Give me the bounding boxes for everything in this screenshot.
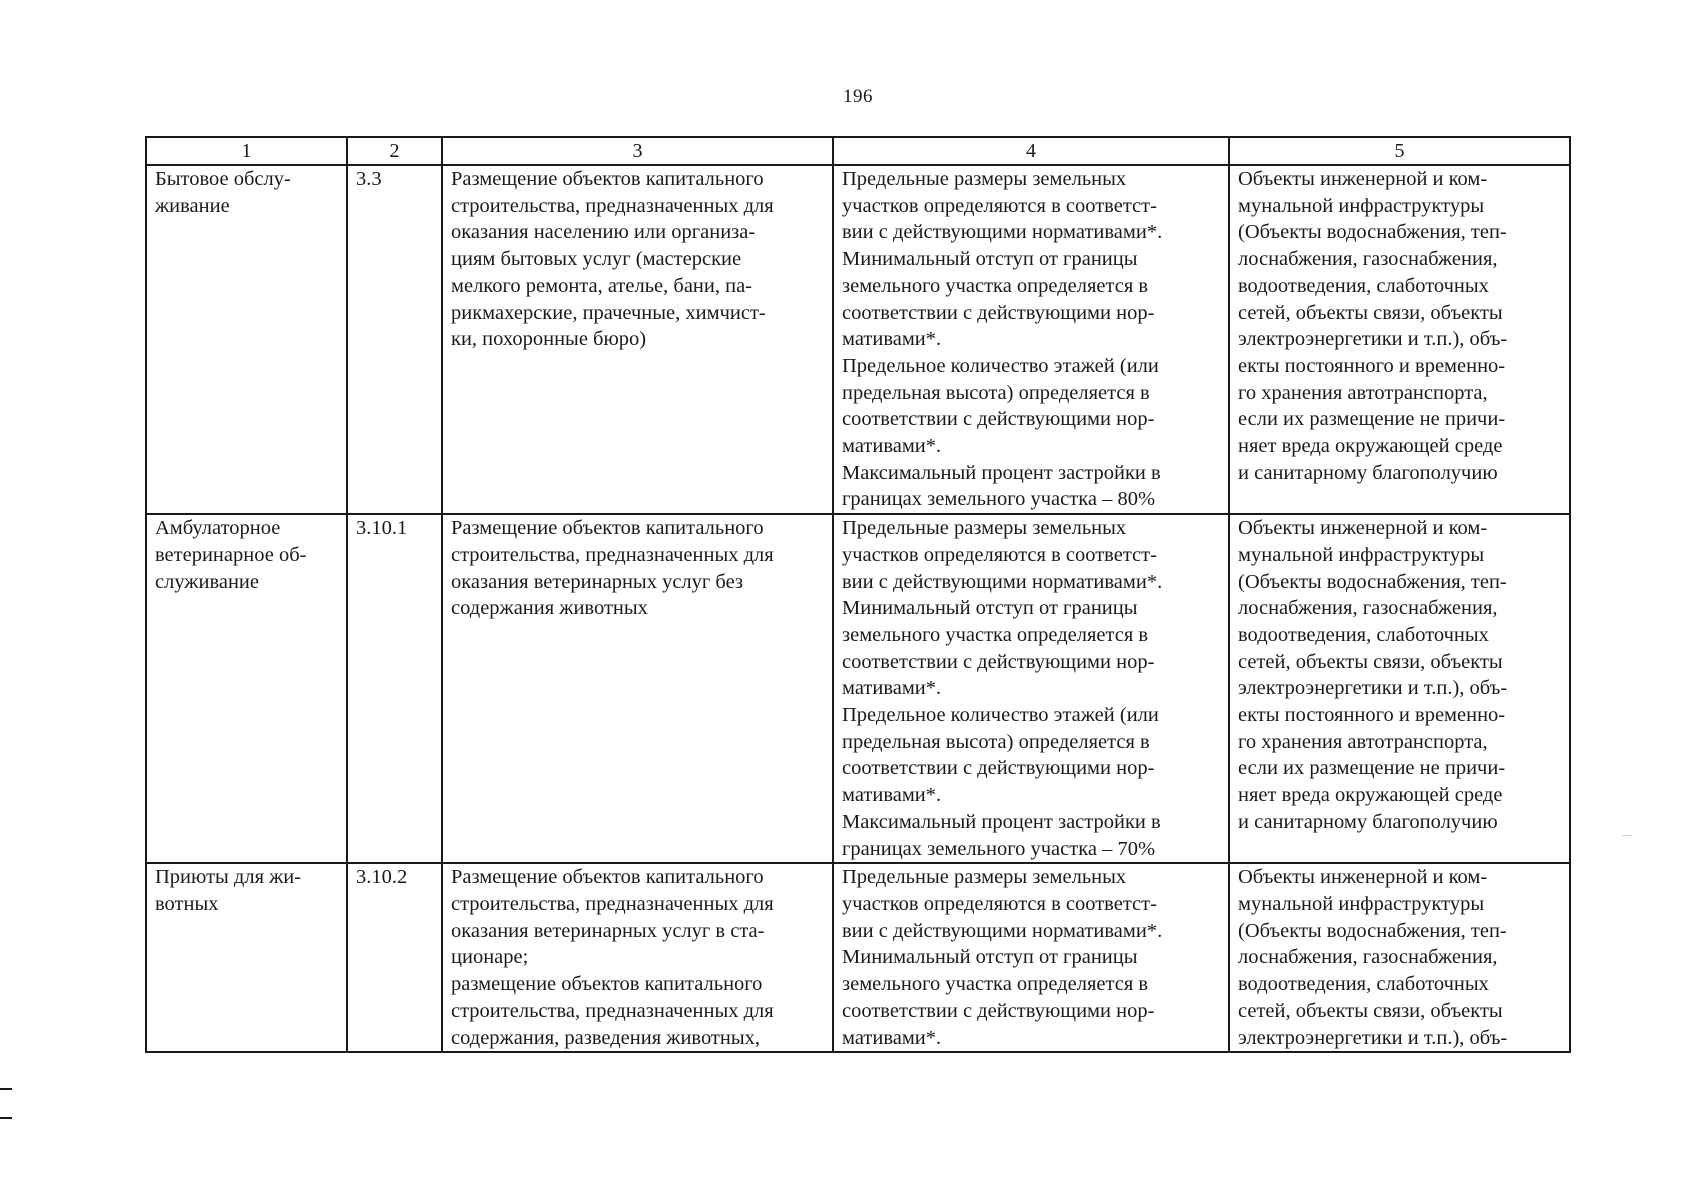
cell-line: участков определяются в соответст- [842,892,1157,915]
cell-line: содержания, разведения животных, [451,1026,761,1049]
cell-line: соответствии с действующими нор- [842,408,1155,431]
cell-line: мативами*. [842,328,942,351]
auxiliary-uses-cell [1229,165,1570,514]
land-use-table [145,136,1571,1053]
cell-text [451,515,824,622]
cell-line: Максимальный процент застройки в [842,810,1161,833]
cell-line: Размещение объектов капитального [451,168,764,190]
cell-line: Предельные размеры земельных [842,517,1127,540]
cell-line: электроэнергетики и т.п.), объ- [1238,328,1508,351]
cell-line: Предельные размеры земельных [842,168,1127,190]
cell-line: строительства, предназначенных для [451,194,774,217]
cell-text [155,864,338,917]
cell-line: лоснабжения, газоснабжения, [1238,597,1498,620]
cell-line: земельного участка определяется в [842,274,1149,297]
margin-mark [0,1117,12,1119]
cell-text [1238,166,1561,486]
cell-line: няет вреда окружающей среде [1238,435,1503,458]
cell-line: Объекты инженерной и ком- [1238,517,1488,540]
land-use-code-cell [347,165,442,514]
cell-line: Размещение объектов капитального [451,517,764,540]
cell-line: мунальной инфраструктуры [1238,892,1485,915]
cell-line: 3.10.2 [356,866,408,889]
cell-line: мелкого ремонта, ателье, бани, па- [451,274,753,297]
cell-line: земельного участка определяется в [842,973,1149,996]
cell-line: мунальной инфраструктуры [1238,194,1485,217]
cell-line: 3.10.1 [356,517,408,540]
cell-text [842,166,1220,513]
margin-mark [0,1088,12,1090]
cell-line: размещение объектов капитального [451,973,763,996]
cell-line: электроэнергетики и т.п.), объ- [1238,677,1508,700]
cell-text [1238,515,1561,835]
cell-text [155,166,338,219]
cell-line: ветеринарное об- [155,543,307,566]
cell-line: и санитарному благополучию [1238,810,1498,833]
cell-line: няет вреда окружающей среде [1238,784,1503,807]
description-cell [442,165,833,514]
column-header-1: 1 [146,137,347,165]
cell-line: Предельное количество этажей (или [842,354,1159,377]
column-header-3: 3 [442,137,833,165]
scan-speck [1622,835,1632,836]
cell-line: строительства, предназначенных для [451,999,774,1022]
cell-line: если их размещение не причи- [1238,408,1506,431]
auxiliary-uses-cell [1229,863,1570,1052]
cell-line: рикмахерские, прачечные, химчист- [451,301,766,324]
cell-text [842,515,1220,862]
cell-text [356,166,433,193]
cell-line: лоснабжения, газоснабжения, [1238,946,1498,969]
cell-line: строительства, предназначенных для [451,892,774,915]
cell-line: сетей, объекты связи, объекты [1238,650,1503,673]
cell-line: вии с действующими нормативами*. [842,221,1163,244]
cell-text [451,864,824,1051]
cell-line: ки, похоронные бюро) [451,328,647,351]
cell-line: вии с действующими нормативами*. [842,919,1163,942]
cell-line: предельная высота) определяется в [842,730,1150,753]
cell-text [1238,864,1561,1051]
cell-line: мативами*. [842,1026,942,1049]
cell-line: Объекты инженерной и ком- [1238,866,1488,889]
auxiliary-uses-cell [1229,514,1570,863]
land-use-name-cell [146,863,347,1052]
cell-line: мативами*. [842,677,942,700]
description-cell [442,514,833,863]
cell-line: водоотведения, слаботочных [1238,623,1489,646]
cell-line: ционаре; [451,946,529,969]
cell-line: (Объекты водоснабжения, теп- [1238,221,1507,244]
cell-line: Бытовое обслу- [155,168,291,190]
cell-line: участков определяются в соответст- [842,194,1157,217]
cell-line: оказания населению или организа- [451,221,756,244]
cell-line: го хранения автотранспорта, [1238,381,1488,404]
column-header-4: 4 [833,137,1229,165]
cell-line: Объекты инженерной и ком- [1238,168,1488,190]
cell-line: Минимальный отступ от границы [842,597,1138,620]
table-row [146,514,1570,863]
cell-line: лоснабжения, газоснабжения, [1238,248,1498,271]
cell-line: екты постоянного и временно- [1238,704,1506,727]
cell-line: соответствии с действующими нор- [842,301,1155,324]
cell-line: мативами*. [842,784,942,807]
cell-line: вии с действующими нормативами*. [842,570,1163,593]
cell-line: (Объекты водоснабжения, теп- [1238,919,1507,942]
cell-line: границах земельного участка – 80% [842,488,1156,511]
cell-line: водоотведения, слаботочных [1238,973,1489,996]
cell-line: Размещение объектов капитального [451,866,764,889]
cell-line: сетей, объекты связи, объекты [1238,999,1503,1022]
cell-line: если их размещение не причи- [1238,757,1506,780]
cell-line: Амбулаторное [155,517,281,540]
cell-line: служивание [155,570,259,593]
land-use-code-cell [347,514,442,863]
cell-line: Приюты для жи- [155,866,302,889]
cell-line: сетей, объекты связи, объекты [1238,301,1503,324]
cell-line: циям бытовых услуг (мастерские [451,248,742,271]
cell-line: мативами*. [842,435,942,458]
cell-line: соответствии с действующими нор- [842,999,1155,1022]
cell-line: предельная высота) определяется в [842,381,1150,404]
page-number: 196 [843,86,873,107]
table-body [146,165,1570,1052]
cell-line: вотных [155,892,219,915]
cell-line: го хранения автотранспорта, [1238,730,1488,753]
cell-line: водоотведения, слаботочных [1238,274,1489,297]
cell-line: границах земельного участка – 70% [842,837,1156,860]
cell-line: земельного участка определяется в [842,623,1149,646]
land-use-name-cell [146,514,347,863]
cell-text [842,864,1220,1051]
land-use-name-cell [146,165,347,514]
parameters-cell [833,863,1229,1052]
cell-line: и санитарному благополучию [1238,461,1498,484]
cell-line: живание [155,194,230,217]
cell-line: Минимальный отступ от границы [842,946,1138,969]
cell-line: содержания животных [451,597,648,620]
cell-line: участков определяются в соответст- [842,543,1157,566]
cell-line: (Объекты водоснабжения, теп- [1238,570,1507,593]
cell-line: строительства, предназначенных для [451,543,774,566]
cell-line: мунальной инфраструктуры [1238,543,1485,566]
parameters-cell [833,165,1229,514]
cell-line: екты постоянного и временно- [1238,354,1506,377]
cell-line: электроэнергетики и т.п.), объ- [1238,1026,1508,1049]
land-use-code-cell [347,863,442,1052]
cell-line: 3.3 [356,168,382,190]
cell-line: соответствии с действующими нор- [842,650,1155,673]
cell-line: Максимальный процент застройки в [842,461,1161,484]
table-row [146,165,1570,514]
parameters-cell [833,514,1229,863]
cell-text [356,864,433,891]
cell-line: оказания ветеринарных услуг без [451,570,744,593]
cell-line: оказания ветеринарных услуг в ста- [451,919,765,942]
description-cell [442,863,833,1052]
cell-line: Предельные размеры земельных [842,866,1127,889]
column-header-2: 2 [347,137,442,165]
cell-text [356,515,433,542]
cell-line: Минимальный отступ от границы [842,248,1138,271]
cell-line: соответствии с действующими нор- [842,757,1155,780]
header-row [146,137,1570,165]
table-row [146,863,1570,1052]
column-header-5: 5 [1229,137,1570,165]
cell-text [155,515,338,595]
cell-line: Предельное количество этажей (или [842,704,1159,727]
cell-text [451,166,824,353]
